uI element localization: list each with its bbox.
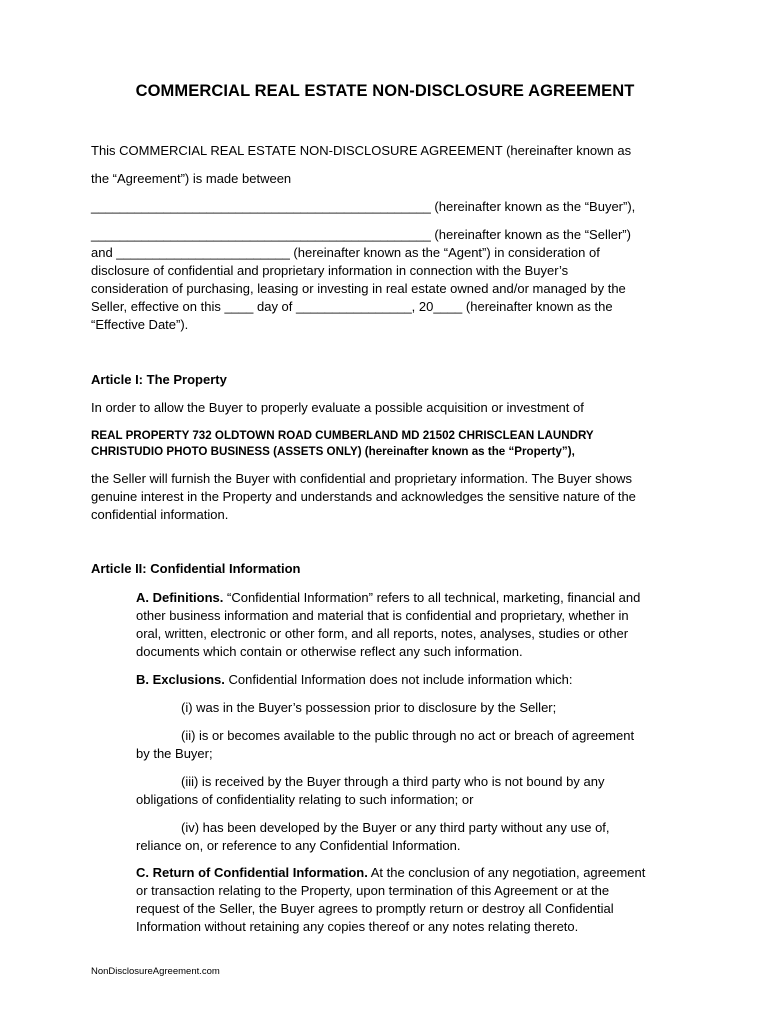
document-title: COMMERCIAL REAL ESTATE NON-DISCLOSURE AGREEMENT [135,82,635,100]
exclusion-item: (iv) has been developed by the Buyer or any third party without any use of, [181,820,610,835]
intro-line: the “Agreement”) is made between [91,171,292,186]
exclusion-item: (i) was in the Buyer’s possession prior to disclosure by the Seller; [181,700,557,715]
effective-date-line: Seller, effective on this ____ day of ________________, 20____ (hereinafter known as the [91,299,613,314]
return-line: Information without retaining any copies thereof or any notes relating thereto. [136,919,579,934]
intro-line: consideration of purchasing, leasing or investing in real estate owned and/or managed by the [91,281,626,296]
article-1-text: genuine interest in the Property and understands and acknowledges the sensitive nature of the [91,489,636,504]
article-1-text: the Seller will furnish the Buyer with confidential and proprietary information. The Buyer shows [91,471,632,486]
property-description: CHRISTUDIO PHOTO BUSINESS (ASSETS ONLY) (hereinafter known as the “Property”), [91,445,575,458]
article-1-text: In order to allow the Buyer to properly evaluate a possible acquisition or investment of [91,400,584,415]
footer-source: NonDisclosureAgreement.com [91,966,220,977]
exclusions-line: B. Exclusions. Confidential Information does not include information which: [136,672,573,687]
definitions-line: other business information and material that is confidential and proprietary, whether in [136,608,629,623]
definitions-label: A. Definitions. [136,590,224,605]
agent-blank-line: and ________________________ (hereinafter known as the “Agent”) in consideration of [91,245,600,260]
seller-blank-line: _______________________________________________ (hereinafter known as the “Seller”) [91,227,631,242]
property-description: REAL PROPERTY 732 OLDTOWN ROAD CUMBERLAND MD 21502 CHRISCLEAN LAUNDRY [91,429,594,442]
exclusion-item: (iii) is received by the Buyer through a third party who is not bound by any [181,774,605,789]
definitions-line: documents which contain or otherwise reflect any such information. [136,644,523,659]
intro-line: disclosure of confidential and proprietary information in connection with the Buyer’s [91,263,569,278]
article-2-heading: Article II: Confidential Information [91,561,301,576]
buyer-blank-line: _______________________________________________ (hereinafter known as the “Buyer”), [91,199,636,214]
exclusion-item: by the Buyer; [136,746,213,761]
exclusion-item: (ii) is or becomes available to the public through no act or breach of agreement [181,728,635,743]
intro-line: This COMMERCIAL REAL ESTATE NON-DISCLOSURE AGREEMENT (hereinafter known as [91,143,632,158]
return-line: C. Return of Confidential Information. At the conclusion of any negotiation, agreement [136,865,646,880]
exclusion-item: obligations of confidentiality relating to such information; or [136,792,474,807]
article-1-text: confidential information. [91,507,229,522]
exclusion-item: reliance on, or reference to any Confidential Information. [136,838,461,853]
article-1-heading: Article I: The Property [91,372,227,387]
definitions-line: oral, written, electronic or other form, and all reports, notes, analyses, studies or other [136,626,629,641]
return-line: request of the Seller, the Buyer agrees to promptly return or destroy all Confidential [136,901,614,916]
exclusions-label: B. Exclusions. [136,672,225,687]
intro-line: “Effective Date”). [91,317,189,332]
return-label: C. Return of Confidential Information. [136,865,368,880]
definitions-line: A. Definitions. “Confidential Information” refers to all technical, marketing, financial and [136,590,641,605]
return-line: or transaction relating to the Property, upon termination of this Agreement or at the [136,883,610,898]
